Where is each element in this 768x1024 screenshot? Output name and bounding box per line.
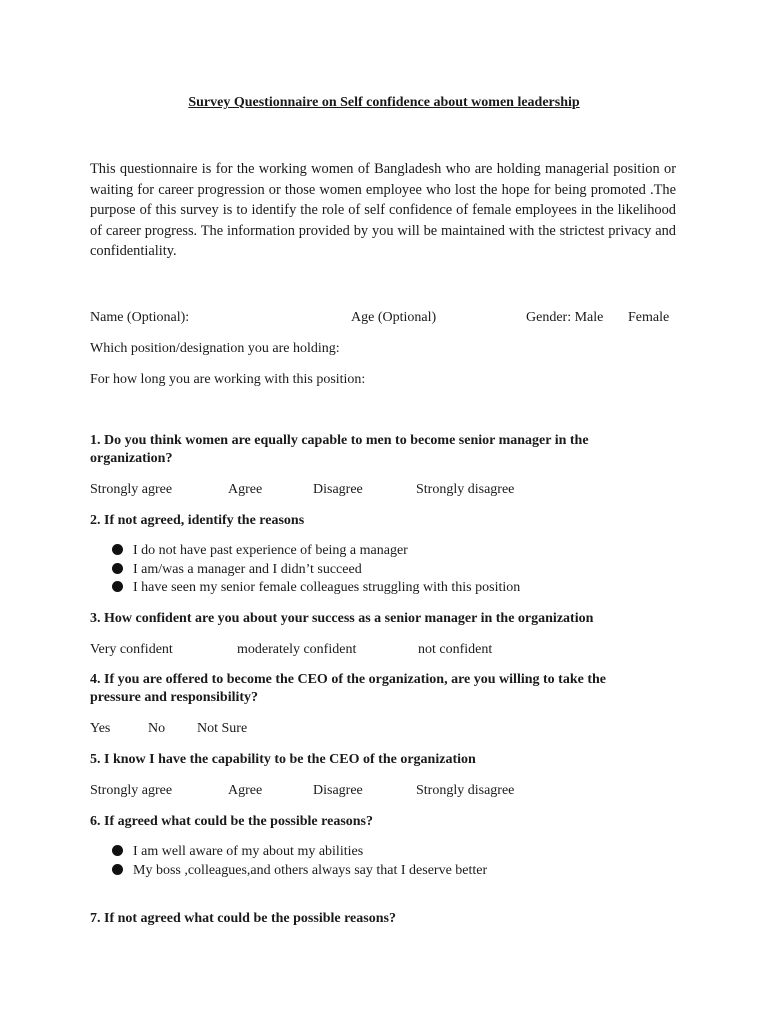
question-1: 1. Do you think women are equally capable to men to become senior manager in the organization? bbox=[90, 433, 589, 466]
list-item: I have seen my senior female colleagues struggling with this position bbox=[112, 579, 520, 598]
gender-male-label: Gender: Male bbox=[526, 310, 604, 325]
q3-option-not-confident: not confident bbox=[418, 642, 493, 657]
q6-bullet-list bbox=[112, 843, 487, 880]
q5-option-strongly-disagree: Strongly disagree bbox=[416, 783, 515, 798]
q5-option-agree: Agree bbox=[228, 783, 263, 798]
q4-option-yes: Yes bbox=[90, 721, 111, 736]
bullet-icon bbox=[112, 845, 123, 856]
gender-female-label: Female bbox=[628, 310, 670, 325]
q3-option-moderately-confident: moderately confident bbox=[237, 642, 357, 657]
list-item: My boss ,colleagues,and others always say that I deserve better bbox=[112, 862, 487, 881]
question-2: 2. If not agreed, identify the reasons bbox=[90, 513, 305, 528]
question-4: 4. If you are offered to become the CEO of the organization, are you willing to take the pressure and responsibility? bbox=[90, 672, 606, 705]
q2-bullet-list bbox=[112, 542, 520, 598]
intro-paragraph: This questionnaire is for the working women of Bangladesh who are holding managerial position or waiting for career progression or those women employee who lost the hope for being promoted .The purpose of this survey is to identify the role of self confidence of female employees in the likelihood of career progress. The information provided by you will be maintained with the strictest privacy and confidentiality. bbox=[90, 161, 676, 260]
q1-option-disagree: Disagree bbox=[313, 482, 363, 497]
q4-option-no: No bbox=[148, 721, 166, 736]
name-field-label: Name (Optional): bbox=[90, 310, 190, 325]
question-5: 5. I know I have the capability to be the CEO of the organization bbox=[90, 752, 476, 767]
bullet-icon bbox=[112, 563, 123, 574]
position-field-label: Which position/designation you are holding: bbox=[90, 341, 340, 356]
q1-option-strongly-disagree: Strongly disagree bbox=[416, 482, 515, 497]
bullet-icon bbox=[112, 544, 123, 555]
question-6: 6. If agreed what could be the possible reasons? bbox=[90, 814, 374, 829]
q3-option-very-confident: Very confident bbox=[90, 642, 173, 657]
bullet-icon bbox=[112, 864, 123, 875]
list-item: I do not have past experience of being a manager bbox=[112, 542, 520, 561]
bullet-icon bbox=[112, 581, 123, 592]
document-title: Survey Questionnaire on Self confidence about women leadership bbox=[188, 95, 580, 110]
question-3: 3. How confident are you about your success as a senior manager in the organization bbox=[90, 611, 594, 626]
list-item: I am well aware of my about my abilities bbox=[112, 843, 487, 862]
duration-field-label: For how long you are working with this position: bbox=[90, 372, 366, 387]
question-7: 7. If not agreed what could be the possible reasons? bbox=[90, 911, 396, 926]
q5-option-disagree: Disagree bbox=[313, 783, 363, 798]
q1-option-agree: Agree bbox=[228, 482, 263, 497]
q4-option-not-sure: Not Sure bbox=[197, 721, 248, 736]
list-item: I am/was a manager and I didn’t succeed bbox=[112, 561, 520, 580]
q1-option-strongly-agree: Strongly agree bbox=[90, 482, 173, 497]
q5-option-strongly-agree: Strongly agree bbox=[90, 783, 173, 798]
age-field-label: Age (Optional) bbox=[351, 310, 437, 325]
